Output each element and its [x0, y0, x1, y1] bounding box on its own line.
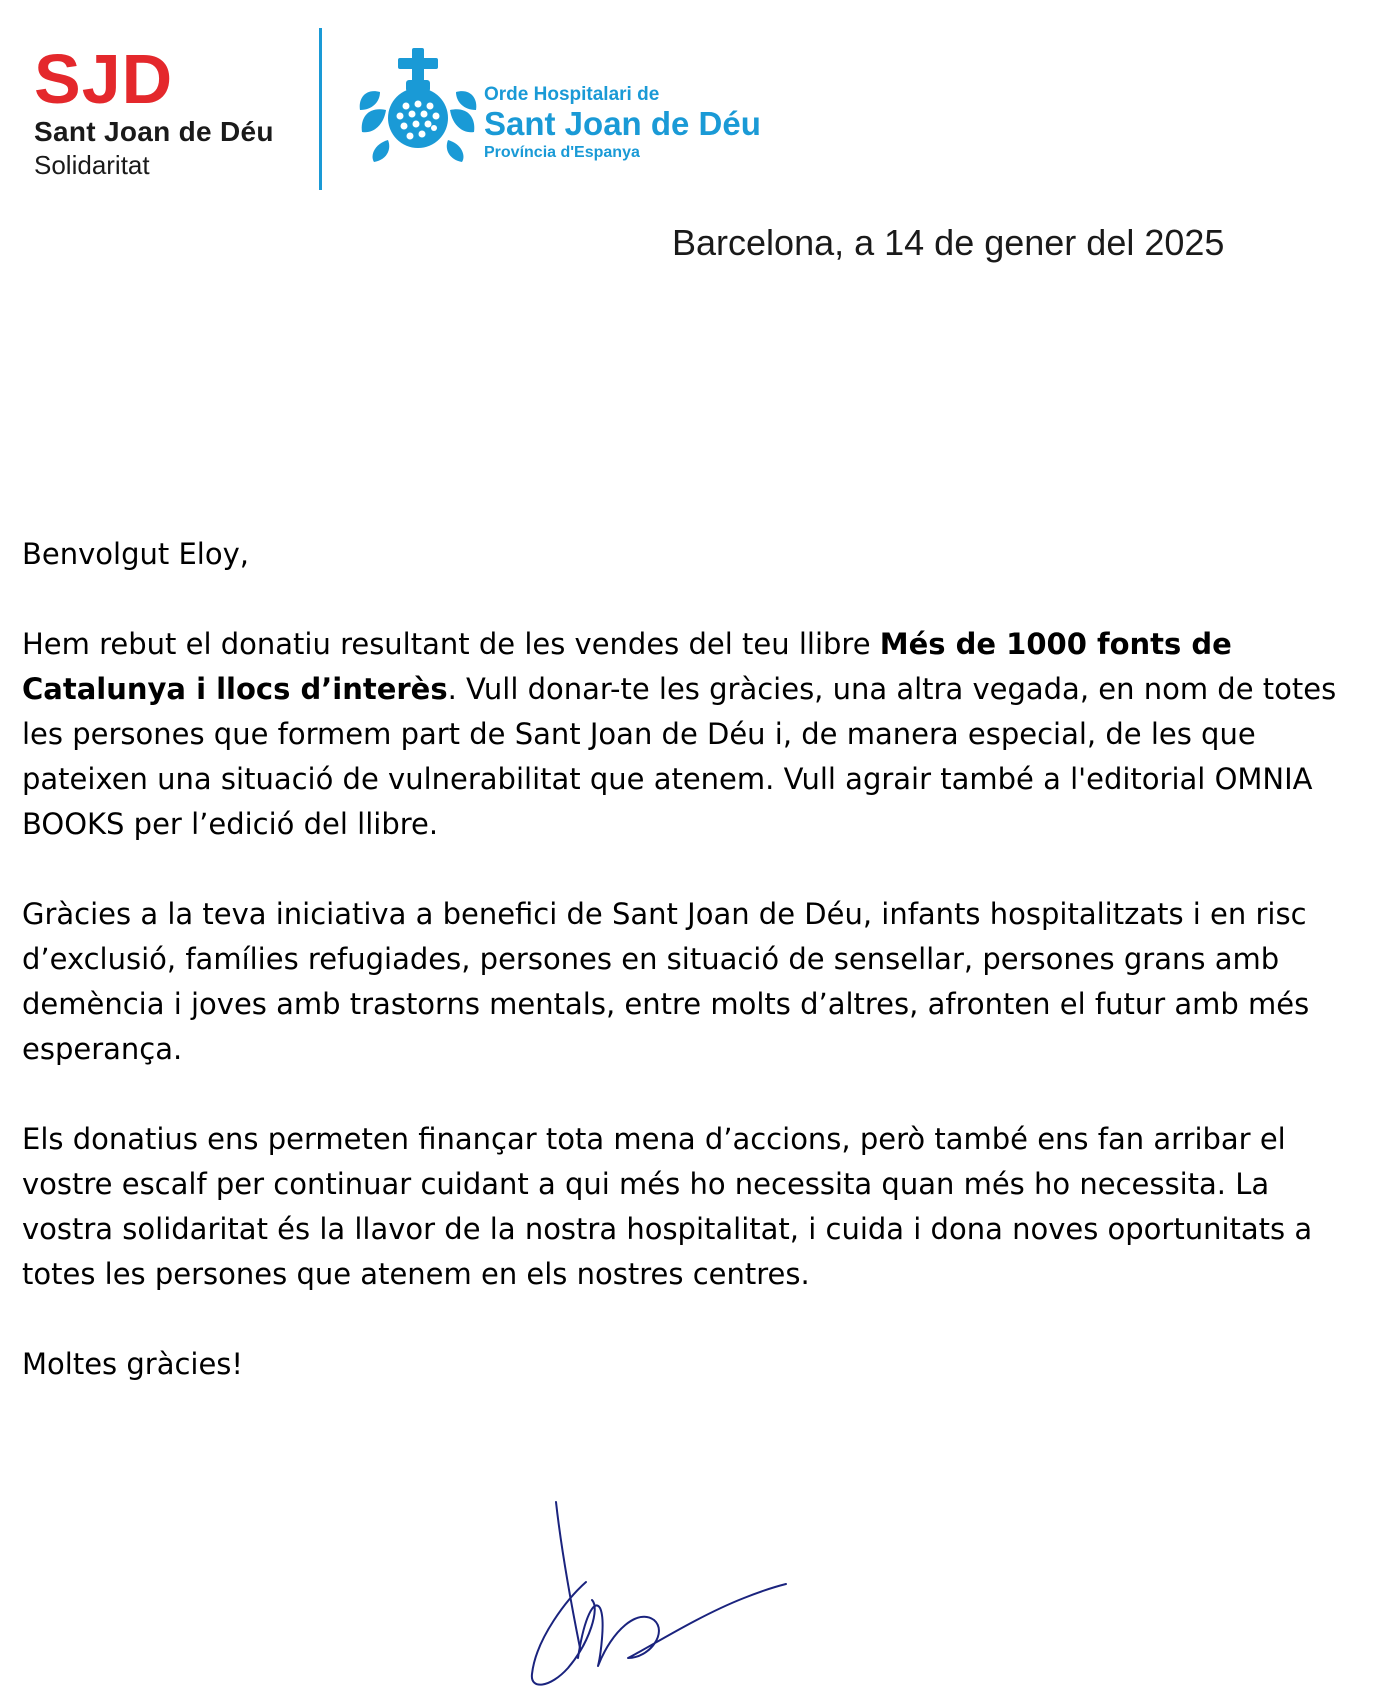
- cross-pomegranate-emblem-icon: [358, 48, 478, 164]
- sjd-logo-mark: SJD: [34, 40, 174, 118]
- order-logo-line3: Província d'Espanya: [484, 144, 640, 161]
- letter-date: Barcelona, a 14 de gener del 2025: [672, 222, 1225, 263]
- paragraph-2: Gràcies a la teva iniciativa a benefici de Sant Joan de Déu, infants hospitalitzats i en risc d’exclusió, famílies refugiades, persones en situació de sensellar, persones grans amb demència i joves amb trastorns mentals, entre molts d’altres, afronten el futur amb més esperança.: [22, 897, 1310, 1066]
- order-logo-text: [484, 84, 761, 164]
- header-divider: [319, 28, 322, 190]
- closing: Moltes gràcies!: [22, 1347, 244, 1381]
- order-logo-line2: Sant Joan de Déu: [484, 105, 761, 142]
- order-logo-line1: Orde Hospitalari de: [484, 84, 660, 105]
- handwritten-signature: [528, 1498, 808, 1694]
- salutation: Benvolgut Eloy,: [22, 537, 249, 571]
- paragraph-1: [22, 622, 1352, 847]
- sjd-solidaritat-logo: [34, 40, 274, 181]
- sjd-logo-subtitle: Solidaritat: [34, 150, 150, 180]
- sjd-logo-name: Sant Joan de Déu: [34, 116, 274, 147]
- book-title: Més de 1000 fonts de Catalunya i llocs d’interès: [22, 627, 1232, 706]
- paragraph-3: Els donatius ens permeten finançar tota mena d’accions, però també ens fan arribar el vostre escalf per continuar cuidant a qui més ho necessita quan més ho necessita. La vostra solidaritat és la llavor de la nostra hospitalitat, i cuida i dona noves oportunitats a totes les persones que atenem en els nostres centres.: [22, 1122, 1313, 1291]
- paragraph-1-start: Hem rebut el donatiu resultant de les vendes del teu llibre: [22, 627, 880, 661]
- paragraph-1-end: . Vull donar-te les gràcies, una altra vegada, en nom de totes les persones que formem part de Sant Joan de Déu i, de manera especial, de les que pateixen una situació de vulnerabilitat que atenem. Vull agrair també a l'editorial OMNIA BOOKS per l’edició del llibre.: [22, 672, 1337, 841]
- letter-body: [22, 532, 1352, 1432]
